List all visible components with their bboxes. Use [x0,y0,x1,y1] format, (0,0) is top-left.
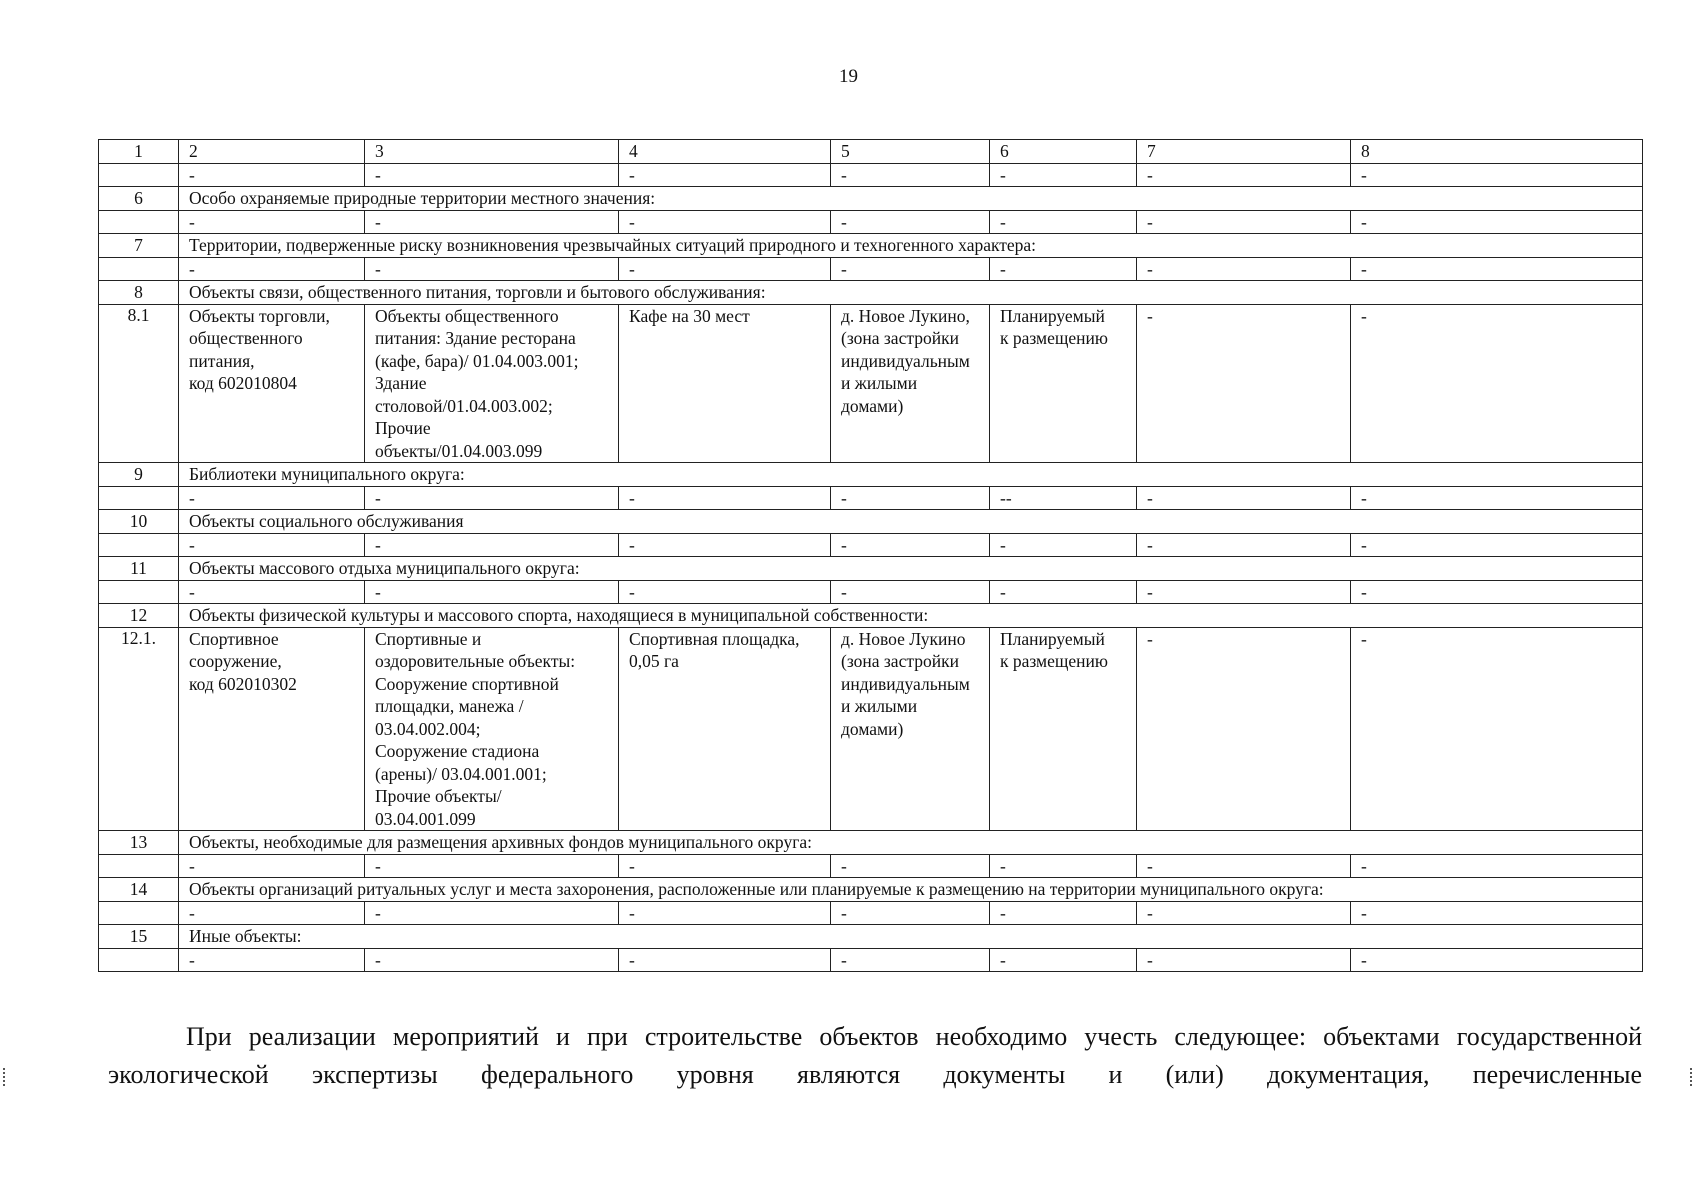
cell-line: Планируемый [1000,628,1105,649]
dash-cell: - [179,854,365,878]
dash-cell: - [1137,627,1351,831]
empty-dash-row [99,163,1643,187]
dash-cell: - [179,486,365,510]
dash-cell: - [365,948,619,972]
dash-cell: - [1137,901,1351,925]
section-row [99,604,1643,628]
section-row [99,234,1643,258]
cell-line: (зона застройки [841,328,959,348]
dash-cell: - [365,854,619,878]
column-number-row [99,140,1643,164]
dash-cell: - [990,854,1137,878]
cell-line: Спортивные и [375,628,482,649]
page-number: 19 [839,66,858,87]
object-location-cell [831,304,990,463]
object-number: 8.1 [99,304,179,463]
object-name-cell [619,304,831,463]
cell-line: д. Новое Лукино [841,628,966,649]
dash-cell: - [365,486,619,510]
section-number: 13 [99,831,179,855]
dash-cell: - [179,210,365,234]
section-title: Объекты, необходимые для размещения архивных фондов муниципального округа: [179,831,1643,855]
object-number: 12.1. [99,627,179,831]
cell-line: (зона застройки [841,651,959,671]
empty-dash-row [99,486,1643,510]
cell-line: код 602010804 [189,373,297,393]
cell-line: Планируемый [1000,305,1105,326]
dash-cell: - [1351,948,1643,972]
cell-line: объекты/01.04.003.099 [375,440,543,461]
dash-cell: - [1137,854,1351,878]
dash-cell: - [619,854,831,878]
dash-cell: - [831,854,990,878]
empty-dash-row [99,533,1643,557]
section-row [99,557,1643,581]
dash-cell [99,533,179,557]
object-type-cell [179,627,365,831]
column-number: 3 [365,140,619,164]
object-type-cell [179,304,365,463]
section-row [99,510,1643,534]
dash-cell: - [831,210,990,234]
cell-line: оздоровительные объекты: [375,651,576,671]
section-number: 12 [99,604,179,628]
cell-line: общественного [189,328,303,348]
cell-line: к размещению [1000,651,1108,671]
dash-cell: - [1351,627,1643,831]
dash-cell [99,163,179,187]
objects-table [98,139,1643,972]
cell-line: площадки, манежа / [375,696,524,716]
cell-line: Спортивная площадка, [629,628,800,649]
body-paragraph: При реализации мероприятий и при строительстве объектов необходимо учесть следующее: объектами государственной экологической экспертизы федерального уровня являются документы и (или) документация, перечисленные [108,1022,1642,1089]
dash-cell: - [1137,257,1351,281]
dash-cell: - [1351,210,1643,234]
dash-cell: - [179,580,365,604]
dash-cell: - [619,210,831,234]
dash-cell: - [990,580,1137,604]
dash-cell: - [619,901,831,925]
empty-dash-row [99,948,1643,972]
cell-line: (арены)/ 03.04.001.001; [375,763,547,784]
section-row [99,878,1643,902]
scan-edge-mark-right [1690,1068,1694,1086]
section-title: Территории, подверженные риску возникновения чрезвычайных ситуаций природного и техногенного характера: [179,234,1643,258]
object-status-cell [990,304,1137,463]
dash-cell: - [619,257,831,281]
section-title: Объекты физической культуры и массового спорта, находящиеся в муниципальной собственности: [179,604,1643,628]
dash-cell [99,486,179,510]
cell-line: 03.04.002.004; [375,718,481,739]
dash-cell: - [831,948,990,972]
dash-cell: - [365,580,619,604]
dash-cell: - [619,163,831,187]
dash-cell: - [831,257,990,281]
dash-cell: - [365,210,619,234]
dash-cell [99,210,179,234]
dash-cell: - [831,533,990,557]
dash-cell: - [990,163,1137,187]
section-title: Объекты связи, общественного питания, торговли и бытового обслуживания: [179,281,1643,305]
cell-line: код 602010302 [189,673,297,694]
dash-cell: - [179,257,365,281]
cell-line: 03.04.001.099 [375,808,476,829]
empty-dash-row [99,210,1643,234]
dash-cell: - [1137,533,1351,557]
cell-line: Спортивное [189,628,279,649]
cell-line: домами) [841,718,904,739]
section-title: Библиотеки муниципального округа: [179,463,1643,487]
dash-cell: - [990,948,1137,972]
dash-cell: - [619,486,831,510]
column-number: 6 [990,140,1137,164]
scan-edge-mark-left [3,1068,7,1086]
dash-cell: - [831,486,990,510]
dash-cell: - [990,901,1137,925]
dash-cell: - [179,533,365,557]
section-number: 10 [99,510,179,534]
dash-cell: - [1137,163,1351,187]
dash-cell: - [1351,580,1643,604]
dash-cell: - [1351,304,1643,463]
dash-cell [99,257,179,281]
cell-line: Сооружение спортивной [375,673,559,694]
cell-line: домами) [841,395,904,416]
cell-line: Прочие [375,418,431,438]
dash-cell: - [179,901,365,925]
dash-cell: - [365,533,619,557]
cell-line: сооружение, [189,651,282,671]
column-number: 1 [99,140,179,164]
object-row [99,627,1643,831]
section-number: 8 [99,281,179,305]
empty-dash-row [99,257,1643,281]
section-row [99,463,1643,487]
object-purpose-cell [365,627,619,831]
dash-cell: - [1351,533,1643,557]
object-location-cell [831,627,990,831]
dash-cell: - [990,210,1137,234]
section-number: 6 [99,187,179,211]
dash-cell: - [619,948,831,972]
section-row [99,281,1643,305]
cell-line: Здание [375,373,427,393]
cell-line: Объекты общественного [375,305,559,326]
cell-line: к размещению [1000,328,1108,348]
object-purpose-cell [365,304,619,463]
column-number: 8 [1351,140,1643,164]
section-row [99,831,1643,855]
dash-cell: - [365,163,619,187]
dash-cell: - [619,533,831,557]
dash-cell: - [1137,948,1351,972]
cell-line: питания, [189,350,255,371]
cell-line: столовой/01.04.003.002; [375,395,553,416]
object-row [99,304,1643,463]
dash-cell: - [831,580,990,604]
dash-cell [99,948,179,972]
cell-line: индивидуальным [841,350,970,371]
dash-cell: - [1351,854,1643,878]
dash-cell [99,854,179,878]
object-status-cell [990,627,1137,831]
dash-cell: -- [990,486,1137,510]
column-number: 2 [179,140,365,164]
section-title: Особо охраняемые природные территории местного значения: [179,187,1643,211]
empty-dash-row [99,854,1643,878]
section-number: 14 [99,878,179,902]
empty-dash-row [99,580,1643,604]
section-title: Объекты социального обслуживания [179,510,1643,534]
cell-line: и жилыми [841,696,918,716]
cell-line: (кафе, бара)/ 01.04.003.001; [375,350,579,371]
section-number: 11 [99,557,179,581]
dash-cell: - [990,533,1137,557]
dash-cell: - [1137,304,1351,463]
section-number: 7 [99,234,179,258]
column-number: 5 [831,140,990,164]
cell-line: Прочие объекты/ [375,786,502,806]
dash-cell [99,580,179,604]
dash-cell: - [1351,486,1643,510]
cell-line: Объекты торговли, [189,305,330,326]
cell-line: 0,05 га [629,651,679,671]
dash-cell: - [179,163,365,187]
dash-cell: - [1351,257,1643,281]
dash-cell: - [1351,163,1643,187]
cell-line: Сооружение стадиона [375,741,540,761]
section-title: Иные объекты: [179,925,1643,949]
dash-cell: - [990,257,1137,281]
dash-cell: - [831,901,990,925]
dash-cell: - [619,580,831,604]
cell-line: питания: Здание ресторана [375,328,576,348]
section-row [99,187,1643,211]
dash-cell: - [831,163,990,187]
dash-cell: - [1137,486,1351,510]
section-number: 9 [99,463,179,487]
dash-cell: - [365,257,619,281]
empty-dash-row [99,901,1643,925]
dash-cell: - [1137,210,1351,234]
cell-line: и жилыми [841,373,918,393]
column-number: 4 [619,140,831,164]
cell-line: индивидуальным [841,673,970,694]
dash-cell: - [365,901,619,925]
object-name-cell [619,627,831,831]
column-number: 7 [1137,140,1351,164]
section-row [99,925,1643,949]
section-title: Объекты массового отдыха муниципального округа: [179,557,1643,581]
dash-cell: - [1137,580,1351,604]
dash-cell: - [179,948,365,972]
section-title: Объекты организаций ритуальных услуг и места захоронения, расположенные или планируемые к размещению на территории муниципального округа: [179,878,1643,902]
dash-cell: - [1351,901,1643,925]
cell-line: Кафе на 30 мест [629,305,750,326]
section-number: 15 [99,925,179,949]
dash-cell [99,901,179,925]
cell-line: д. Новое Лукино, [841,305,970,326]
